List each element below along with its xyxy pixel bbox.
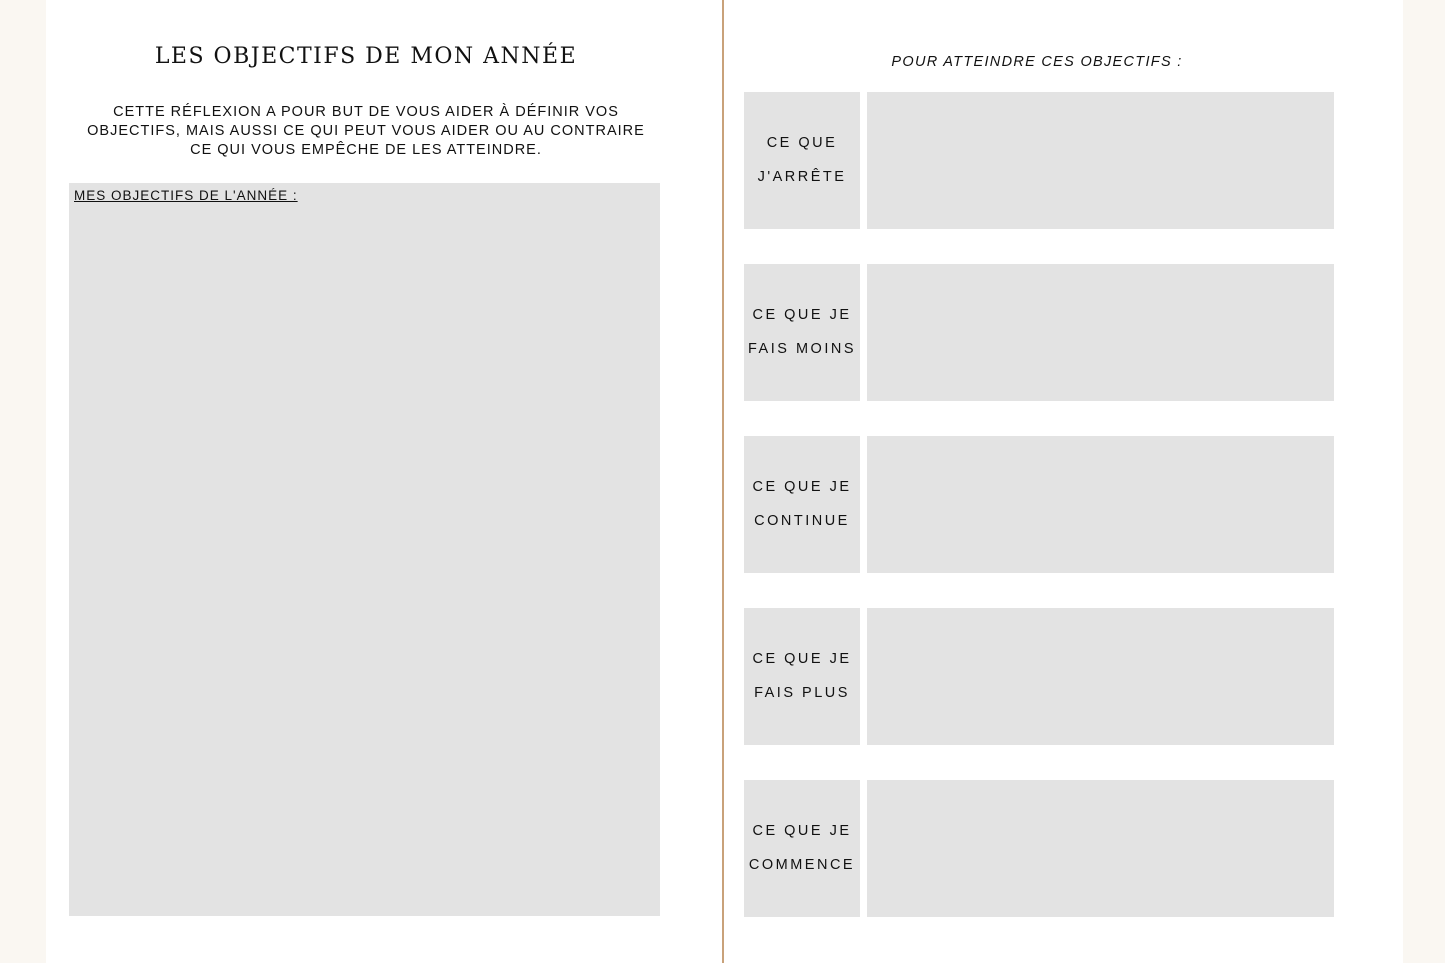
row-label-line: CONTINUE <box>754 513 850 529</box>
intro-line: CE QUI VOUS EMPÊCHE DE LES ATTEINDRE. <box>190 142 542 158</box>
goals-label: MES OBJECTIFS DE L'ANNÉE : <box>74 188 298 203</box>
row-start <box>744 780 1335 917</box>
row-label-line: CE QUE JE <box>752 479 852 495</box>
row-label-line: CE QUE <box>766 135 838 151</box>
row-writing-area[interactable] <box>867 780 1334 917</box>
row-writing-area[interactable] <box>867 264 1334 401</box>
row-label-line: FAIS PLUS <box>754 685 850 701</box>
page-title: LES OBJECTIFS DE MON ANNÉE <box>154 44 578 69</box>
row-label <box>744 780 860 917</box>
row-label-line: CE QUE JE <box>752 307 852 323</box>
row-label-line: FAIS MOINS <box>748 341 856 357</box>
row-less <box>744 264 1335 401</box>
row-label <box>744 608 860 745</box>
row-label <box>744 436 860 573</box>
row-label <box>744 264 860 401</box>
page-spine-divider <box>722 0 724 963</box>
row-writing-area[interactable] <box>867 608 1334 745</box>
intro-line: OBJECTIFS, MAIS AUSSI CE QUI PEUT VOUS AIDER OU AU CONTRAIRE <box>87 123 645 139</box>
row-continue <box>744 436 1335 573</box>
goals-writing-area[interactable] <box>69 183 660 916</box>
row-label-line: J'ARRÊTE <box>757 169 847 185</box>
row-writing-area[interactable] <box>867 436 1334 573</box>
row-stop <box>744 92 1335 229</box>
row-label-line: CE QUE JE <box>752 823 852 839</box>
row-writing-area[interactable] <box>867 92 1334 229</box>
row-label-line: COMMENCE <box>748 857 856 873</box>
intro-text <box>74 103 658 160</box>
row-label <box>744 92 860 229</box>
section-title: POUR ATTEINDRE CES OBJECTIFS : <box>891 54 1183 70</box>
row-label-line: CE QUE JE <box>752 651 852 667</box>
row-more <box>744 608 1335 745</box>
intro-line: CETTE RÉFLEXION A POUR BUT DE VOUS AIDER À DÉFINIR VOS <box>113 104 619 120</box>
